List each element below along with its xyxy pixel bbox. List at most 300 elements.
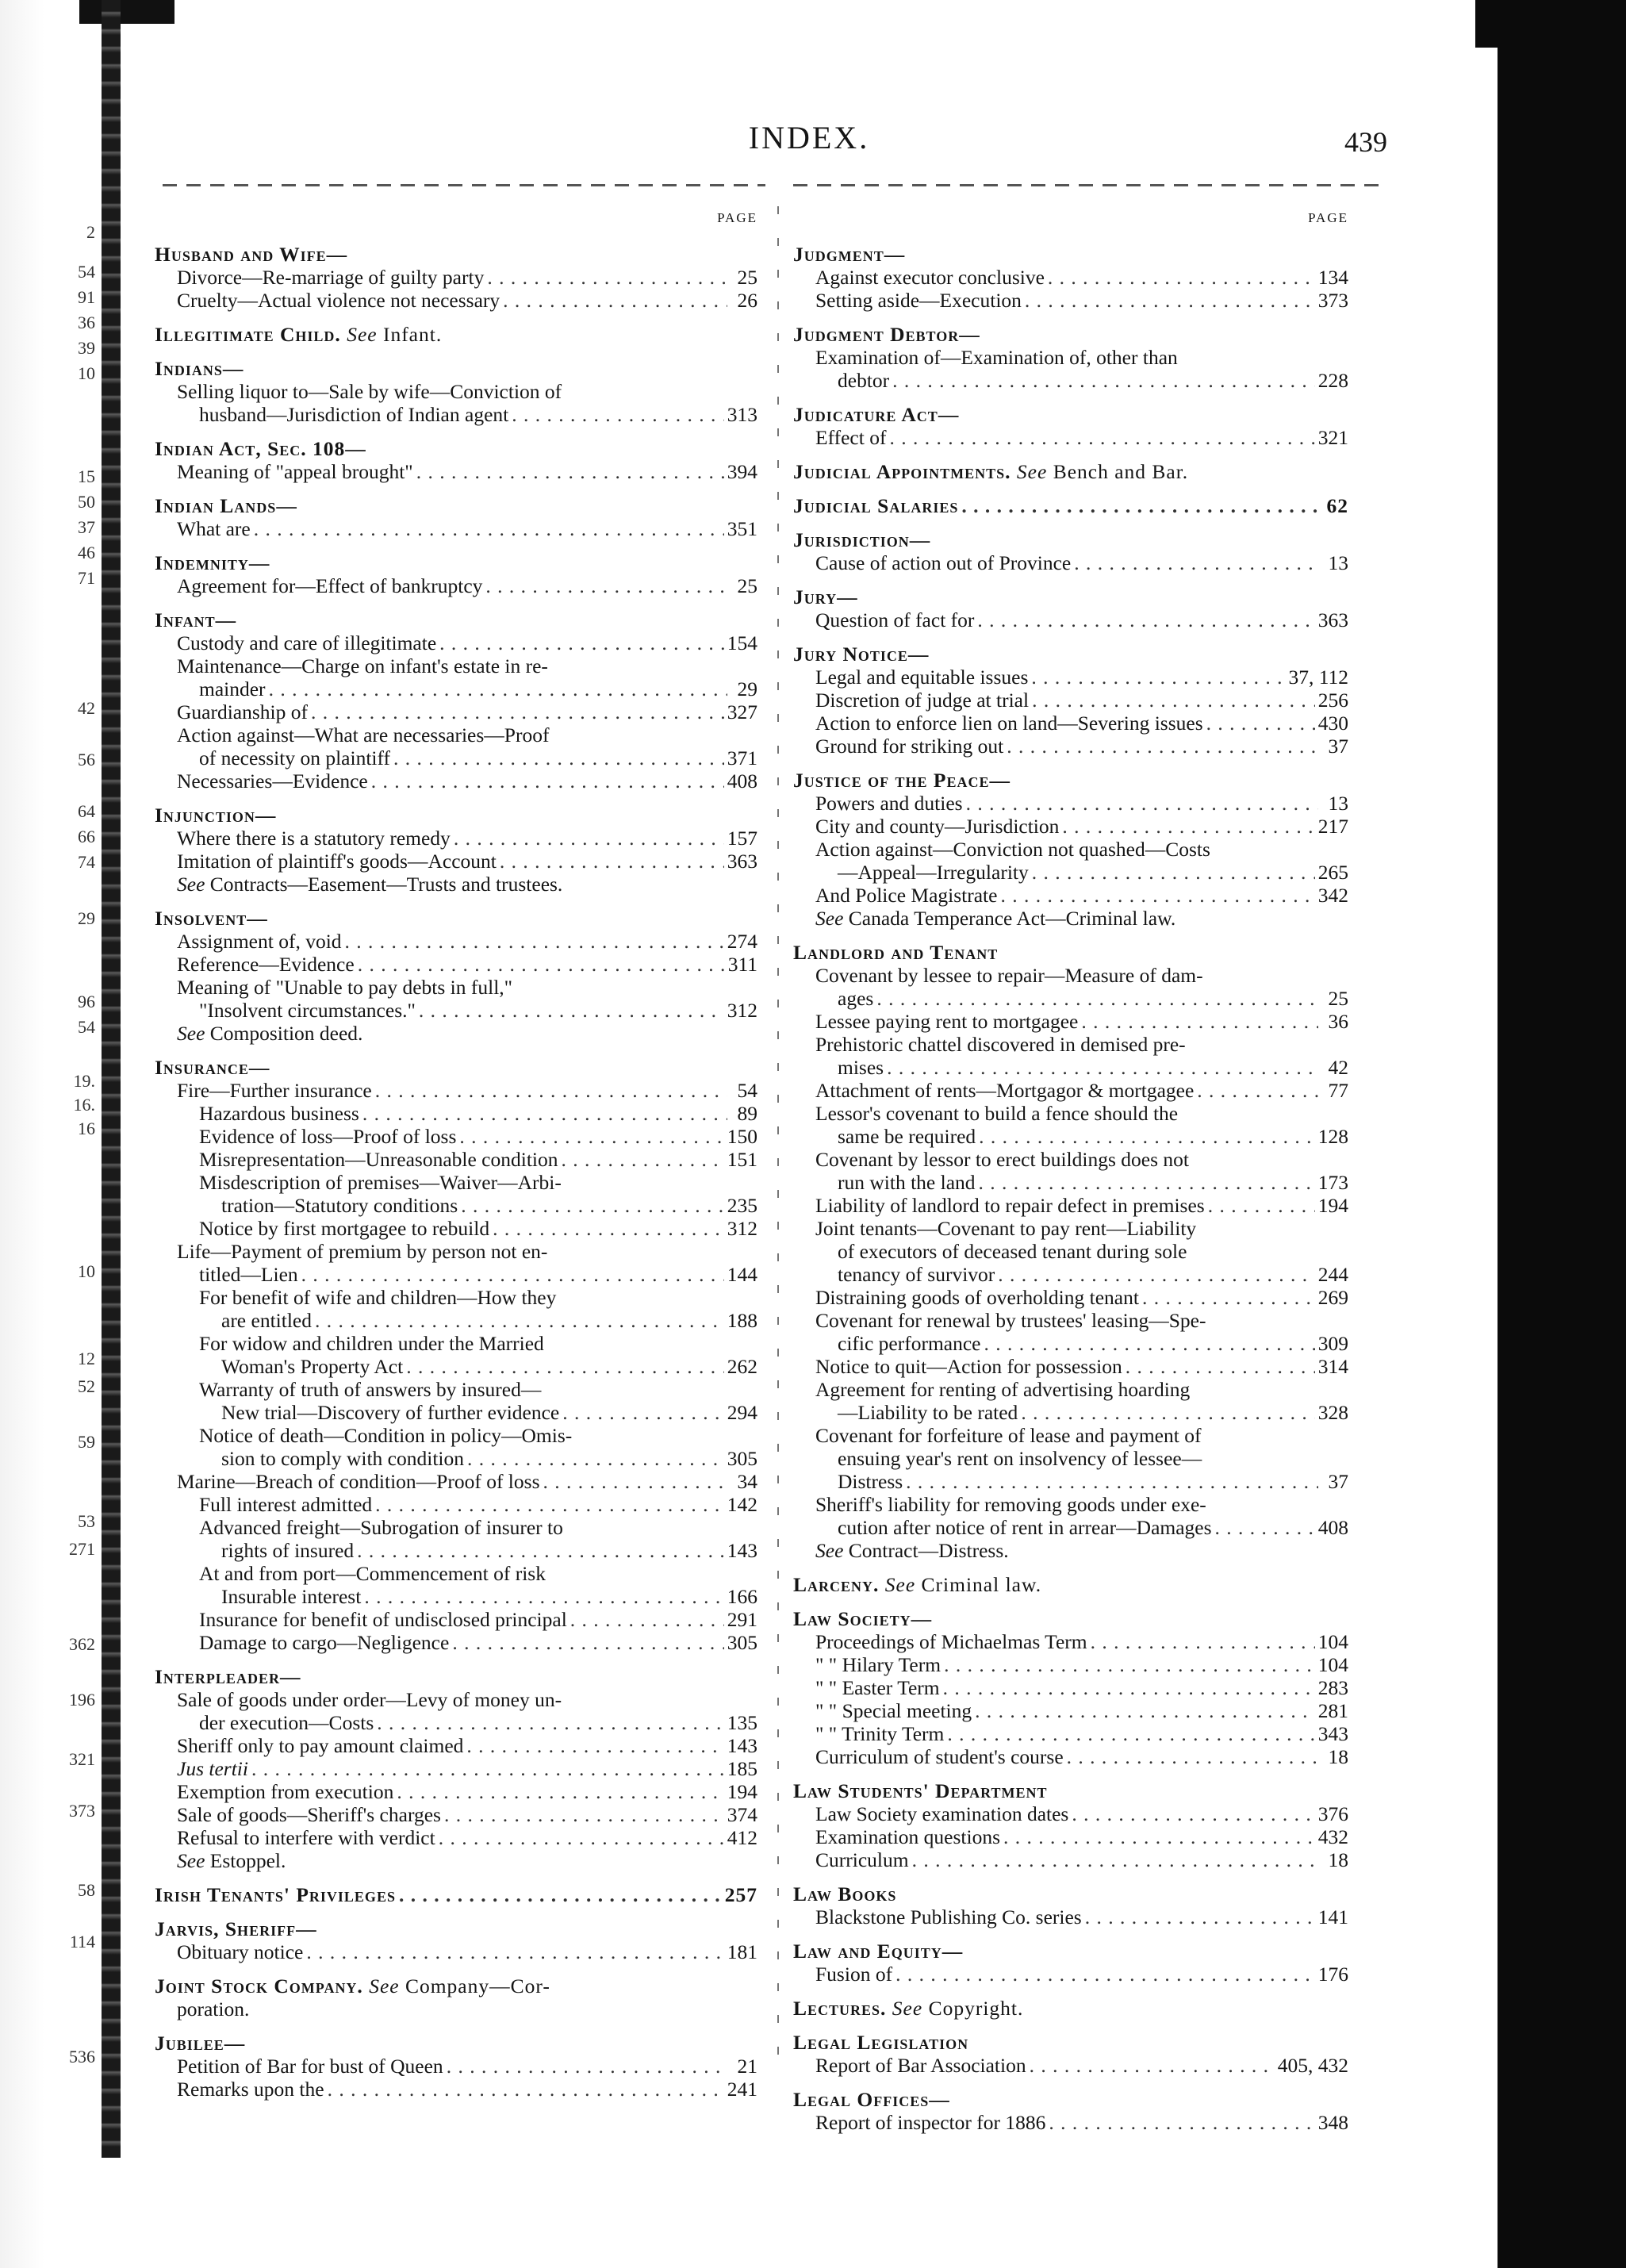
entry-line	[155, 460, 757, 483]
dot-leader	[254, 517, 724, 540]
index-entry	[793, 769, 1348, 930]
entry-heading	[155, 608, 757, 631]
see-also	[155, 1022, 757, 1045]
see-label: See	[815, 907, 844, 930]
dot-leader	[444, 1803, 724, 1826]
page-ref: 430	[1317, 712, 1348, 735]
entry-line	[155, 999, 757, 1022]
page-ref: 194	[727, 1780, 757, 1803]
index-entry	[793, 323, 1348, 392]
entry-text: tenancy of survivor	[838, 1263, 995, 1286]
entry-line	[793, 1194, 1348, 1217]
dot-leader	[1072, 1802, 1314, 1825]
entry-heading	[155, 323, 757, 346]
page-column-label: PAGE	[717, 210, 757, 225]
dot-leader	[467, 1447, 724, 1470]
dot-leader	[306, 1940, 723, 1963]
see-label: See	[177, 1849, 205, 1872]
entry-line	[793, 1516, 1348, 1539]
dot-leader	[984, 1332, 1315, 1355]
entry-text: Meaning of "Unable to pay debts in full,"	[177, 976, 513, 999]
index-entry	[155, 1665, 757, 1872]
entry-heading	[793, 941, 1348, 964]
page-ref: 151	[727, 1148, 757, 1171]
see-label: See	[177, 873, 205, 896]
margin-number: 66	[78, 827, 95, 846]
margin-number: 321	[69, 1749, 95, 1769]
heading-text: Illegitimate Child.	[155, 323, 341, 346]
dot-leader	[447, 2055, 727, 2078]
entry-line	[793, 426, 1348, 449]
dot-leader	[1007, 735, 1318, 758]
entry-line	[793, 1630, 1348, 1653]
entry-text: Marine—Breach of condition—Proof of loss	[177, 1470, 540, 1493]
page-ref: 37, 112	[1288, 666, 1348, 689]
heading-text: Jarvis, Sheriff—	[155, 1917, 317, 1940]
dot-leader	[1142, 1286, 1315, 1309]
index-entry	[793, 1779, 1348, 1871]
index-entry	[793, 941, 1348, 1562]
index-entry	[155, 1974, 757, 2020]
dot-leader	[1074, 551, 1318, 574]
entry-text: Reference—Evidence	[177, 953, 355, 976]
entry-line	[793, 838, 1348, 861]
entry-line	[155, 1148, 757, 1171]
entry-line	[155, 1102, 757, 1125]
dot-leader	[345, 930, 724, 953]
entry-text: Cruelty—Actual violence not necessary	[177, 289, 500, 312]
entry-line	[155, 723, 757, 746]
dot-leader	[975, 1699, 1315, 1722]
entry-line	[793, 1332, 1348, 1355]
see-also	[793, 1539, 1348, 1562]
dot-leader	[1030, 2054, 1275, 2077]
page-ref: 18	[1328, 1745, 1348, 1768]
entry-text: Full interest admitted	[199, 1493, 373, 1516]
page-ref: 185	[727, 1757, 757, 1780]
entry-line	[793, 1309, 1348, 1332]
margin-number: 2	[86, 222, 95, 242]
index-entry	[155, 804, 757, 896]
dot-leader	[1208, 1194, 1315, 1217]
entry-text: Sheriff's liability for removing goods under exe-	[815, 1493, 1206, 1516]
entry-text: Notice by first mortgagee to rebuild	[199, 1217, 490, 1240]
entry-line	[793, 689, 1348, 712]
dot-leader	[543, 1470, 728, 1493]
heading-text: Husband and Wife—	[155, 243, 348, 266]
index-entries-right	[793, 243, 1348, 2134]
entry-line	[155, 1734, 757, 1757]
dot-leader	[397, 1780, 723, 1803]
entry-line	[793, 1905, 1348, 1928]
page-ref: 412	[727, 1826, 757, 1849]
entry-line	[793, 608, 1348, 631]
heading-text: Indians—	[155, 357, 244, 380]
entry-text: Against executor conclusive	[815, 266, 1045, 289]
entry-line	[793, 1263, 1348, 1286]
see-target: Infant.	[382, 323, 443, 346]
entry-line	[155, 1493, 757, 1516]
dot-leader	[503, 289, 727, 312]
entry-text: Distraining goods of overholding tenant	[815, 1286, 1139, 1309]
see-label: See	[892, 1997, 923, 2020]
see-also	[155, 1849, 757, 1872]
page-ref: 25	[1328, 987, 1348, 1010]
entry-text: Distress	[838, 1470, 903, 1493]
entry-text: Powers and duties	[815, 792, 963, 815]
index-column-left	[155, 206, 757, 2101]
margin-number: 362	[69, 1634, 95, 1654]
entry-line	[793, 1699, 1348, 1722]
page-ref: 373	[1317, 289, 1348, 312]
dot-leader	[358, 953, 725, 976]
bleed-through-margin-numbers	[32, 0, 103, 2268]
index-entry	[793, 1607, 1348, 1768]
page-ref: 89	[737, 1102, 757, 1125]
dot-leader	[1032, 861, 1315, 884]
entry-text: Lessee paying rent to mortgagee	[815, 1010, 1079, 1033]
entry-heading	[793, 769, 1348, 792]
entry-line	[793, 735, 1348, 758]
entry-heading	[155, 357, 757, 380]
entry-line	[155, 1263, 757, 1286]
page-ref: 265	[1317, 861, 1348, 884]
entry-text: Imitation of plaintiff's goods—Account	[177, 850, 497, 873]
entry-heading	[155, 1974, 757, 1997]
entry-line	[155, 1688, 757, 1711]
dot-leader	[454, 827, 724, 850]
dot-leader	[362, 1102, 727, 1125]
entry-heading	[793, 403, 1348, 426]
header-rule-right	[793, 184, 1380, 186]
margin-number: 16	[78, 1119, 95, 1138]
dot-leader	[493, 1217, 724, 1240]
entry-line	[155, 380, 757, 403]
margin-number: 96	[78, 992, 95, 1011]
entry-text: Necessaries—Evidence	[177, 769, 368, 792]
entry-line	[793, 1447, 1348, 1470]
entry-text: Report of inspector for 1886	[815, 2111, 1046, 2134]
see-target: Contract—Distress.	[848, 1539, 1009, 1562]
entry-line	[793, 1676, 1348, 1699]
entry-line	[155, 930, 757, 953]
entry-line	[793, 1848, 1348, 1871]
dot-leader	[1003, 1825, 1315, 1848]
margin-number: 10	[78, 363, 95, 383]
entry-text: Woman's Property Act	[221, 1355, 404, 1378]
index-entry	[793, 643, 1348, 758]
entry-text: Action to enforce lien on land—Severing issues	[815, 712, 1203, 735]
margin-number: 114	[69, 1932, 95, 1951]
dot-leader	[487, 266, 727, 289]
dot-leader	[876, 987, 1318, 1010]
entry-line	[155, 1194, 757, 1217]
dot-leader	[1091, 1630, 1315, 1653]
heading-text: Legal Offices—	[793, 2088, 950, 2111]
index-entry	[793, 460, 1348, 483]
page-ref: 26	[737, 289, 757, 312]
entry-line	[793, 1493, 1348, 1516]
dot-leader	[1085, 1905, 1315, 1928]
page-ref: 351	[727, 517, 757, 540]
page-ref: 217	[1317, 815, 1348, 838]
entry-line	[793, 1378, 1348, 1401]
entry-text: Agreement for—Effect of bankruptcy	[177, 574, 483, 597]
entry-line	[155, 1378, 757, 1401]
index-entry	[793, 403, 1348, 449]
entry-line	[155, 1940, 757, 1963]
dot-leader	[1048, 266, 1315, 289]
entry-line	[793, 1802, 1348, 1825]
page-ref: 244	[1317, 1263, 1348, 1286]
entry-line	[155, 2078, 757, 2101]
entry-heading	[155, 437, 757, 460]
dot-leader	[1021, 1401, 1314, 1424]
heading-text: Larceny.	[793, 1573, 880, 1596]
page-ref: 21	[737, 2055, 757, 2078]
margin-number: 373	[69, 1801, 95, 1821]
see-target: Canada Temperance Act—Criminal law.	[848, 907, 1176, 930]
entry-heading	[793, 323, 1348, 346]
entry-text: Custody and care of illegitimate	[177, 631, 437, 654]
entry-line	[155, 1171, 757, 1194]
entry-text: Sheriff only to pay amount claimed	[177, 1734, 464, 1757]
entry-text: For benefit of wife and children—How they	[199, 1286, 557, 1309]
page-number: 439	[1344, 126, 1387, 158]
entry-text: " " Special meeting	[815, 1699, 972, 1722]
index-entry	[793, 1940, 1348, 1986]
entry-line	[793, 861, 1348, 884]
entry-text: Selling liquor to—Sale by wife—Conviction of	[177, 380, 562, 403]
page-ref: 34	[737, 1470, 757, 1493]
entry-text: And Police Magistrate	[815, 884, 998, 907]
page-ref: 13	[1328, 551, 1348, 574]
dot-leader	[887, 1056, 1318, 1079]
heading-text: Indemnity—	[155, 551, 270, 574]
dot-leader	[416, 460, 724, 483]
entry-text: Question of fact for	[815, 608, 975, 631]
entry-line	[155, 289, 757, 312]
entry-heading	[155, 1665, 757, 1688]
entry-line	[155, 1355, 757, 1378]
heading-text: Justice of the Peace—	[793, 769, 1010, 792]
dot-leader	[377, 1711, 724, 1734]
margin-number: 12	[78, 1349, 95, 1368]
index-entry	[793, 1997, 1348, 2020]
page-ref: 405, 432	[1277, 2054, 1348, 2077]
page-ref: 314	[1317, 1355, 1348, 1378]
scan-dark-border	[1498, 0, 1626, 2268]
entry-line	[155, 1711, 757, 1734]
page-ref: 281	[1317, 1699, 1348, 1722]
page-ref: 25	[737, 574, 757, 597]
page-ref: 143	[727, 1734, 757, 1757]
entry-text: Exemption from execution	[177, 1780, 394, 1803]
dot-leader	[1126, 1355, 1315, 1378]
entry-text: mises	[838, 1056, 884, 1079]
entry-text: Blackstone Publishing Co. series	[815, 1905, 1082, 1928]
page-ref: 154	[727, 631, 757, 654]
page-ref: 235	[727, 1194, 757, 1217]
page-ref: 257	[724, 1883, 757, 1906]
entry-heading	[793, 1882, 1348, 1905]
entry-heading	[793, 243, 1348, 266]
page-ref: 37	[1328, 1470, 1348, 1493]
dot-leader	[979, 1125, 1315, 1148]
page-ref: 328	[1317, 1401, 1348, 1424]
see-target: Copyright.	[928, 1997, 1024, 2020]
dot-leader	[500, 850, 724, 873]
book-binding-edge	[102, 0, 121, 2158]
dot-leader	[1206, 712, 1315, 735]
dot-leader	[371, 769, 724, 792]
dot-leader	[251, 1757, 724, 1780]
page-ref: 432	[1317, 1825, 1348, 1848]
dot-leader	[562, 1401, 724, 1424]
page-ref: 342	[1317, 884, 1348, 907]
page-ref: 376	[1317, 1802, 1348, 1825]
index-entry	[155, 1917, 757, 1963]
dot-leader	[889, 426, 1314, 449]
heading-text: Law Society—	[793, 1607, 933, 1630]
entry-line	[793, 1171, 1348, 1194]
entry-text: der execution—Costs	[199, 1711, 374, 1734]
entry-text: Advanced freight—Subrogation of insurer to	[199, 1516, 563, 1539]
margin-number: 71	[78, 568, 95, 588]
entry-text: Covenant for forfeiture of lease and payment of	[815, 1424, 1202, 1447]
see-label: See	[1016, 460, 1048, 483]
entry-text: Examination of—Examination of, other than	[815, 346, 1178, 369]
heading-text: Joint Stock Company.	[155, 1974, 363, 1997]
index-entry	[155, 1056, 757, 1654]
heading-text: Irish Tenants' Privileges	[155, 1883, 396, 1906]
entry-text: At and from port—Commencement of risk	[199, 1562, 546, 1585]
page-ref: 313	[727, 403, 757, 426]
entry-text: Prehistoric chattel discovered in demised pre-	[815, 1033, 1186, 1056]
entry-text: Meaning of "appeal brought"	[177, 460, 413, 483]
margin-number: 19.	[73, 1071, 95, 1091]
entry-line	[155, 827, 757, 850]
entry-text: debtor	[838, 369, 890, 392]
entry-text: Life—Payment of premium by person not en-	[177, 1240, 548, 1263]
entry-text: Fire—Further insurance	[177, 1079, 372, 1102]
entry-line	[155, 1125, 757, 1148]
dot-leader	[947, 1722, 1314, 1745]
entry-text: ages	[838, 987, 874, 1010]
see-target: Company—Cor-	[405, 1974, 550, 1997]
heading-text: Interpleader—	[155, 1665, 301, 1688]
entry-line	[155, 654, 757, 677]
dot-leader	[375, 1079, 727, 1102]
dot-leader	[1197, 1079, 1318, 1102]
dot-leader	[1062, 815, 1314, 838]
margin-number: 36	[78, 313, 95, 332]
dot-leader	[1031, 666, 1285, 689]
entry-line	[793, 1653, 1348, 1676]
entry-text: Lessor's covenant to build a fence should the	[815, 1102, 1179, 1125]
entry-line	[155, 976, 757, 999]
entry-line	[155, 2055, 757, 2078]
entry-heading	[155, 1917, 757, 1940]
page-ref: 305	[727, 1631, 757, 1654]
entry-heading	[793, 585, 1348, 608]
entry-heading	[793, 528, 1348, 551]
entry-text: sion to comply with condition	[221, 1447, 464, 1470]
dot-leader	[452, 1631, 723, 1654]
margin-number: 64	[78, 801, 95, 821]
entry-text: Divorce—Re-marriage of guilty party	[177, 266, 485, 289]
dot-leader	[570, 1608, 724, 1631]
page-ref: 305	[727, 1447, 757, 1470]
entry-text: Proceedings of Michaelmas Term	[815, 1630, 1087, 1653]
page-ref: 283	[1317, 1676, 1348, 1699]
entry-line	[155, 1286, 757, 1309]
entry-line	[793, 1963, 1348, 1986]
entry-heading	[793, 1779, 1348, 1802]
page-ref: 408	[727, 769, 757, 792]
entry-line	[793, 2054, 1348, 2077]
index-entry	[155, 243, 757, 312]
margin-number: 16.	[73, 1095, 95, 1115]
page-ref: 321	[1317, 426, 1348, 449]
margin-number: 52	[78, 1376, 95, 1396]
heading-text: Law Books	[793, 1882, 897, 1905]
margin-number: 50	[78, 492, 95, 512]
page-ref: 176	[1317, 1963, 1348, 1986]
entry-text: Jus tertii	[177, 1757, 248, 1780]
entry-line	[793, 289, 1348, 312]
entry-line	[155, 1217, 757, 1240]
entry-text: Misrepresentation—Unreasonable condition	[199, 1148, 558, 1171]
entry-line	[793, 1240, 1348, 1263]
page-ref: 374	[727, 1803, 757, 1826]
page-ref: 181	[727, 1940, 757, 1963]
heading-text: Jury—	[793, 585, 858, 608]
heading-text: Law Students' Department	[793, 1779, 1048, 1802]
margin-number: 91	[78, 287, 95, 307]
heading-text: Injunction—	[155, 804, 277, 827]
index-entries-left	[155, 243, 757, 2101]
entry-text: are entitled	[221, 1309, 312, 1332]
entry-text: Misdescription of premises—Waiver—Arbi-	[199, 1171, 562, 1194]
margin-number: 74	[78, 852, 95, 872]
entry-line	[155, 1332, 757, 1355]
entry-text: Fusion of	[815, 1963, 893, 1986]
entry-heading	[155, 804, 757, 827]
page-ref: 42	[1328, 1056, 1348, 1079]
dot-leader	[892, 369, 1315, 392]
margin-number: 53	[78, 1511, 95, 1531]
page-ref: 262	[727, 1355, 757, 1378]
margin-number: 59	[78, 1432, 95, 1452]
entry-line	[793, 1825, 1348, 1848]
page-ref: 25	[737, 266, 757, 289]
entry-line	[793, 1722, 1348, 1745]
entry-text: Warranty of truth of answers by insured—	[199, 1378, 542, 1401]
entry-text: of necessity on plaintiff	[199, 746, 391, 769]
entry-text: Guardianship of	[177, 700, 309, 723]
entry-line	[155, 746, 757, 769]
page-ref: 135	[727, 1711, 757, 1734]
page-ref: 128	[1317, 1125, 1348, 1148]
entry-text: Remarks upon the	[177, 2078, 324, 2101]
entry-text: " " Easter Term	[815, 1676, 940, 1699]
page-ref: 62	[1326, 494, 1348, 517]
index-entry	[793, 243, 1348, 312]
entry-text: Legal and equitable issues	[815, 666, 1029, 689]
entry-text: —Liability to be rated	[838, 1401, 1018, 1424]
dot-leader	[966, 792, 1318, 815]
